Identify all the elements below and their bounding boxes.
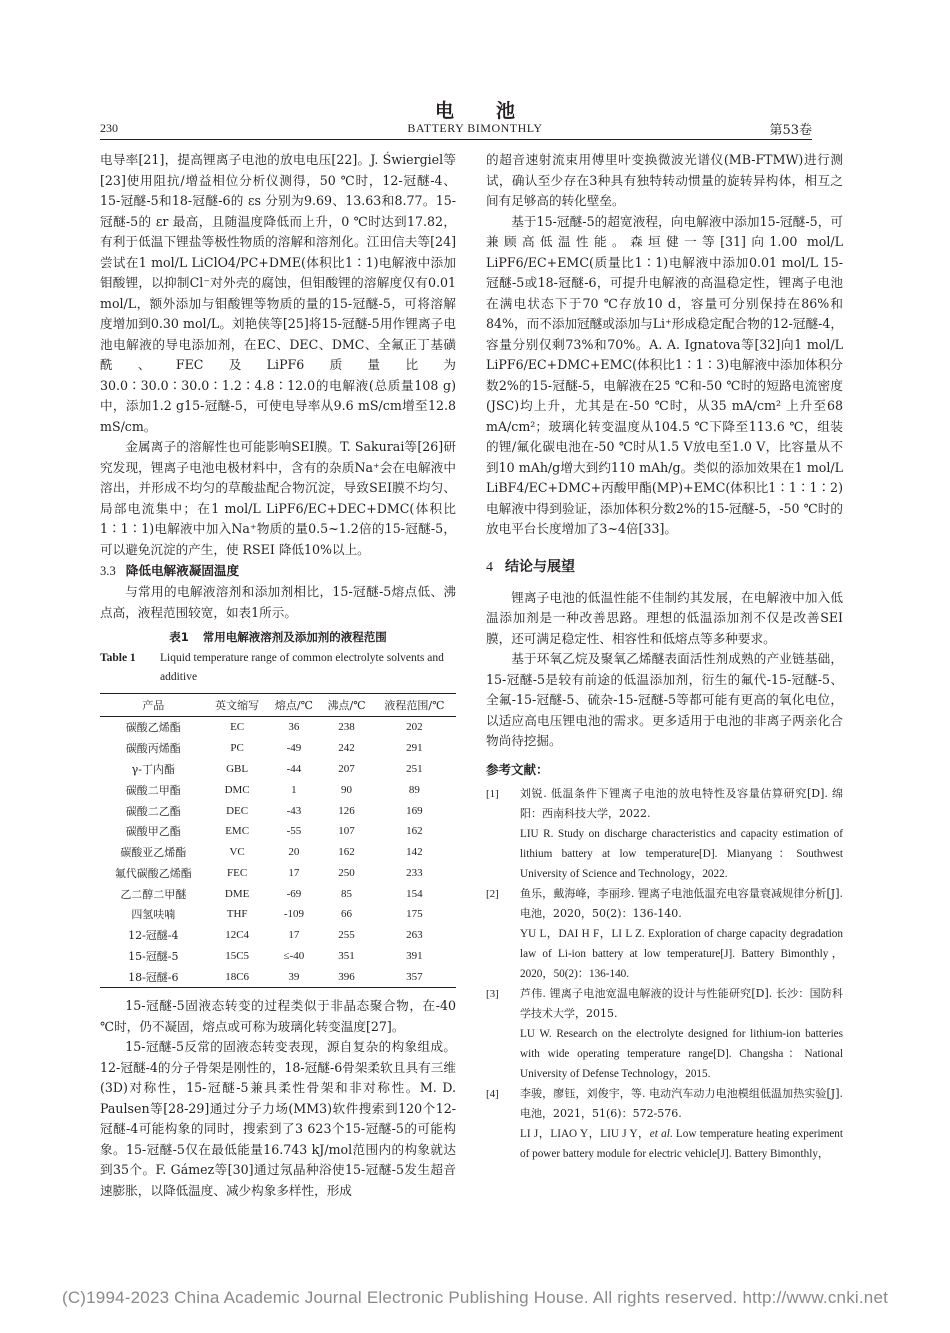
table-row (100, 862, 456, 883)
reference-cn: 鱼乐，戴海峰，李丽珍. 锂离子电池低温充电容量衰减规律分析[J]. 电池，2020，50(2)：136-140. (520, 886, 843, 920)
reference-item (486, 984, 843, 1084)
table-cell: 142 (406, 846, 423, 859)
table-cell: 162 (406, 825, 423, 838)
table-cell: 20 (288, 846, 300, 859)
table-row (100, 717, 456, 738)
table-header-cell: 熔点/℃ (268, 694, 321, 717)
table-cell: ≤-40 (283, 949, 305, 962)
references-heading: 参考文献： (486, 761, 549, 777)
table-cell: 17 (288, 929, 300, 942)
table-cell: -55 (286, 825, 302, 838)
table-cell: 36 (288, 721, 300, 734)
table-header-cell: 液程范围/℃ (373, 694, 456, 717)
table-cell: 氟代碳酸乙烯酯 (114, 866, 192, 880)
table-cell: 107 (338, 825, 355, 838)
journal-title-cn: 电池 (434, 100, 557, 122)
table-cell: 169 (406, 804, 423, 817)
table-row (100, 779, 456, 800)
page-number: 230 (100, 121, 118, 135)
table-cell: 154 (406, 887, 423, 900)
table-cell: 202 (406, 721, 423, 734)
table-cell: DMC (224, 783, 250, 796)
table-cell: 18C6 (225, 970, 250, 983)
table-cell: 351 (338, 949, 355, 962)
table-cell: -43 (286, 804, 302, 817)
table-row (100, 842, 456, 863)
table-cell: 12C4 (225, 929, 250, 942)
right-paragraph-3: 锂离子电池的低温性能不佳制约其发展，在电解液中加入低温添加剂是一种改善思路。理想的低温添加剂不仅是改善SEI膜，还可满足稳定性、相容性和低熔点等多种要求。 (486, 589, 843, 646)
table-row (100, 821, 456, 842)
table-cell: 357 (406, 970, 423, 983)
table-cell: 126 (338, 804, 355, 817)
reference-number: [2] (486, 887, 499, 900)
table-cell: 碳酸二甲酯 (125, 783, 181, 797)
reference-en: LU W. Research on the electrolyte designed for lithium-ion batteries with wide operating temperature range[D]. Changsha：National University of Defense Technology，2015. (520, 1027, 843, 1080)
table-cell: 乙二醇二甲醚 (120, 887, 187, 901)
table-cell: 1 (291, 783, 297, 796)
table-cell: -109 (283, 908, 304, 921)
reference-en (520, 1124, 843, 1164)
table-cell: 263 (406, 929, 423, 942)
table-caption-cn (100, 629, 456, 645)
section-4-title: 结论与展望 (505, 558, 575, 575)
reference-item (486, 1084, 843, 1164)
right-paragraph-4: 基于环氧乙烷及聚氧乙烯醚表面活性剂成熟的产业链基础，15-冠醚-5是较有前途的低温添加剂，衍生的氟代-15-冠醚-5、全氟-15-冠醚-5、硫杂-15-冠醚-5等都可能有更高的氧化电位，以适应高电压锂电池的需求。更多适用于电池的非离子两亲化合物尚待挖掘。 (486, 651, 843, 748)
reference-en-etal: et al (649, 1127, 670, 1140)
table-header-cell: 英文缩写 (207, 694, 268, 717)
right-paragraph-1: 的超音速射流束用傅里叶变换微波光谱仪(MB-FTMW)进行测试，确认至少存在3种具有独特转动惯量的旋转异构体，相互之间有足够高的转化壁垒。 (486, 152, 843, 208)
table-cell: 90 (341, 783, 353, 796)
table-title-cn: 常用电解液溶剂及添加剂的液程范围 (202, 630, 387, 644)
table-cell: 207 (338, 762, 355, 775)
left-column (100, 150, 456, 1201)
reference-cn: 刘锐. 低温条件下锂离子电池的放电特性及容量估算研究[D]. 绵阳：西南科技大学，2022. (520, 786, 843, 820)
reference-en: YU L，DAI H F，LI L Z. Exploration of charge capacity degradation law of Li-ion battery at low temperature[J]. Battery Bimonthly，2020，50(2)：136-140. (520, 927, 843, 980)
left-paragraph-1: 电导率[21]，提高锂离子电池的放电电压[22]。J. Świergiel等[23]使用阻抗/增益相位分析仪测得，50 ℃时，12-冠醚-4、15-冠醚-5和18-冠醚-6的 εs 分别为9.69、13.63和8.77。15-冠醚-5的 εr 最高，且随温度降低而上升，0 ℃时达到17.82，有利于低温下锂盐等极性物质的溶解和溶剂化。江田信夫等[24]尝试在1 mol/L LiClO4/PC+DME(体积比1∶1)电解液中添加钼酸锂，以抑制Cl⁻对外壳的腐蚀，但钼酸锂的溶解度仅有0.01 mol/L，额外添加与钼酸锂等物质的量的15-冠醚-5，可将溶解度增加到0.30 mol/L。刘艳侠等[25]将15-冠醚-5用作锂离子电池电解液的导电添加剂，在EC、DEC、DMC、全氟正丁基磺酰、FEC及LiPF6质量比为30.0∶30.0∶30.0∶1.2∶4.8∶12.0的电解液(总质量108 g)中，添加1.2 g15-冠醚-5，可使电导率从9.6 mS/cm增至12.8 mS/cm。 (100, 152, 456, 434)
table-cell: -69 (286, 887, 302, 900)
table-header-cell: 沸点/℃ (320, 694, 373, 717)
table-cell: 250 (338, 866, 355, 879)
reference-en-authors: LI J，LIAO Y，LIU J Y， (520, 1127, 650, 1140)
section-3-3-number: 3.3 (100, 564, 116, 578)
table-cell: 238 (338, 721, 355, 734)
reference-en: LIU R. Study on discharge characteristics and capacity estimation of lithium battery at low temperature[D]. Mianyang：Southwest University of Science and Technology，2022. (520, 827, 843, 880)
table-cell: GBL (226, 762, 249, 775)
table-cell: 12-冠醚-4 (128, 929, 179, 943)
table-cell: 碳酸二乙酯 (125, 804, 181, 818)
table-cell: 15C5 (225, 949, 250, 962)
section-4-number: 4 (486, 559, 493, 575)
copyright-footer: (C)1994-2023 China Academic Journal Electronic Publishing House. All rights reserved. http://www.cnki.net (61, 1288, 889, 1307)
table-cell: DEC (226, 804, 249, 817)
table-cell: 391 (406, 949, 423, 962)
table-cell: 396 (338, 970, 355, 983)
liquid-range-table (100, 693, 456, 988)
table-cell: 四氢呋喃 (131, 908, 176, 922)
table-cell: FEC (227, 866, 248, 879)
reference-number: [4] (486, 1087, 499, 1100)
section-4-heading (486, 556, 843, 576)
left-paragraph-3: 与常用的电解液溶剂和添加剂相比，15-冠醚-5熔点低、沸点高，液程范围较宽，如表1所示。 (100, 584, 456, 620)
left-paragraph-2: 金属离子的溶解性也可能影响SEI膜。T. Sakurai等[26]研究发现，锂离子电池电极材料中，含有的杂质Na⁺会在电解液中溶出，并形成不均匀的草酸盐配合物沉淀，导致SEI膜不均匀、局部电流集中；在1 mol/L LiPF6/EC+DEC+DMC(体积比1∶1∶1)电解液中加入Na⁺物质的量0.5~1.2倍的15-冠醚-5，可以避免沉淀的产生，使 RSEI 降低10%以上。 (100, 439, 456, 557)
table-cell: 39 (288, 970, 300, 983)
reference-en-title: . Low temperature heating experiment of power battery module for electric vehicle[J]. Battery Bimonthly， (520, 1127, 843, 1160)
table-cell: γ-丁内酯 (131, 762, 175, 776)
table-row (100, 759, 456, 780)
table-caption-en (100, 649, 456, 687)
table-cell: -44 (286, 762, 302, 775)
section-3-3-title: 降低电解液凝固温度 (125, 563, 240, 578)
left-paragraph-4: 15-冠醚-5固液态转变的过程类似于非晶态聚合物，在-40 ℃时，仍不凝固，熔点或可称为玻璃化转变温度[27]。 (100, 998, 456, 1034)
reference-number: [3] (486, 987, 499, 1000)
reference-number: [1] (486, 787, 499, 800)
table-label-en: Table 1 (100, 652, 136, 664)
table-cell: 233 (406, 866, 423, 879)
table-cell: 255 (338, 929, 355, 942)
table-cell: EC (230, 721, 245, 734)
table-cell: 碳酸亚乙烯酯 (120, 846, 187, 860)
table-row (100, 925, 456, 946)
table-cell: 175 (406, 908, 423, 921)
right-paragraph-2: 基于15-冠醚-5的超宽液程，向电解液中添加15-冠醚-5，可兼顾高低温性能。森垣健一等[31]向1.00 mol/L LiPF6/EC+EMC(质量比1∶1)电解液中添加0.01 mol/L 15-冠醚-5或18-冠醚-6，可提升电解液的高温稳定性，锂离子电池在满电状态下于70 ℃存放10 d，容量可分别保持在86%和84%，而不添加冠醚或添加与Li⁺形成稳定配合物的12-冠醚-4，容量分别仅剩73%和70%。A. A. Ignatova等[32]向1 mol/L LiPF6/EC+DMC+EMC(体积比1∶1∶3)电解液中添加体积分数2%的15-冠醚-5，电解液在25 ℃和-50 ℃时的短路电流密度(JSC)均上升，尤其是在-50 ℃时，从35 mA/cm² 上升至68 mA/cm²；玻璃化转变温度从104.5 ℃下降至113.6 ℃，组装的锂/氟化碳电池在-50 ℃时从1.5 V放电至1.0 V，比容量从不到10 mAh/g增大到约110 mAh/g。类似的添加效果在1 mol/L LiBF4/EC+DMC+丙酸甲酯(MP)+EMC(体积比1∶1∶1∶2)电解液中得到验证，添加体积分数2%的15-冠醚-5，-50 ℃时的放电平台长度增加了3~4倍[33]。 (486, 213, 843, 536)
reference-item (486, 884, 843, 984)
reference-item (486, 784, 843, 884)
reference-cn: 芦伟. 锂离子电池宽温电解液的设计与性能研究[D]. 长沙：国防科学技术大学，2015. (520, 986, 843, 1020)
table-cell: PC (230, 742, 244, 755)
reference-cn: 李骏，廖钰，刘俊宇，等. 电动汽车动力电池模组低温加热实验[J]. 电池，2021，51(6)：572-576. (520, 1086, 843, 1120)
table-cell: -49 (286, 742, 302, 755)
table-row (100, 738, 456, 759)
table-cell: 18-冠醚-6 (128, 970, 179, 984)
right-column (486, 150, 843, 1164)
table-row (100, 800, 456, 821)
table-label-cn: 表1 (169, 630, 189, 644)
table-cell: EMC (225, 825, 250, 838)
section-3-3-heading (100, 560, 456, 582)
volume-label: 第53卷 (769, 123, 812, 138)
table-cell: 碳酸甲乙酯 (125, 825, 181, 839)
table-cell: 291 (406, 742, 423, 755)
table-cell: 162 (338, 846, 355, 859)
table-row (100, 966, 456, 987)
header-rule (100, 139, 812, 140)
table-cell: 碳酸丙烯酯 (125, 742, 181, 756)
table-title-en: Liquid temperature range of common electrolyte solvents and additive (160, 652, 444, 683)
table-cell: DME (224, 887, 250, 900)
table-cell: 碳酸乙烯酯 (125, 721, 181, 735)
table-cell: 242 (338, 742, 355, 755)
table-cell: 17 (288, 866, 300, 879)
table-cell: VC (229, 846, 245, 859)
journal-title-en: BATTERY BIMONTHLY (407, 121, 543, 135)
table-row (100, 883, 456, 904)
table-cell: 15-冠醚-5 (128, 949, 179, 963)
table-cell: 66 (341, 908, 353, 921)
table-header-row (100, 694, 456, 717)
left-paragraph-5: 15-冠醚-5反常的固液态转变表现，源自复杂的构象组成。12-冠醚-4的分子骨架是刚性的，18-冠醚-6骨架柔软且具有三维(3D)对称性，15-冠醚-5兼具柔性骨架和非对称性。M. D. Paulsen等[28-29]通过分子力场(MM3)软件搜索到120个12-冠醚-4可能构象的同时，搜索到了3 623个15-冠醚-5的可能构象。15-冠醚-5仅在最低能量16.743 kJ/mol范围内的构象就达到35个。F. Gámez等[30]通过氖晶种浴使15-冠醚-5发生超音速膨胀，以降低温度、减少构象多样性，形成 (100, 1039, 456, 1198)
table-cell: 85 (341, 887, 353, 900)
table-cell: THF (226, 908, 248, 921)
table-row (100, 904, 456, 925)
table-header-cell: 产品 (100, 694, 207, 717)
table-cell: 89 (408, 783, 420, 796)
table-cell: 251 (406, 762, 423, 775)
table-row (100, 946, 456, 967)
